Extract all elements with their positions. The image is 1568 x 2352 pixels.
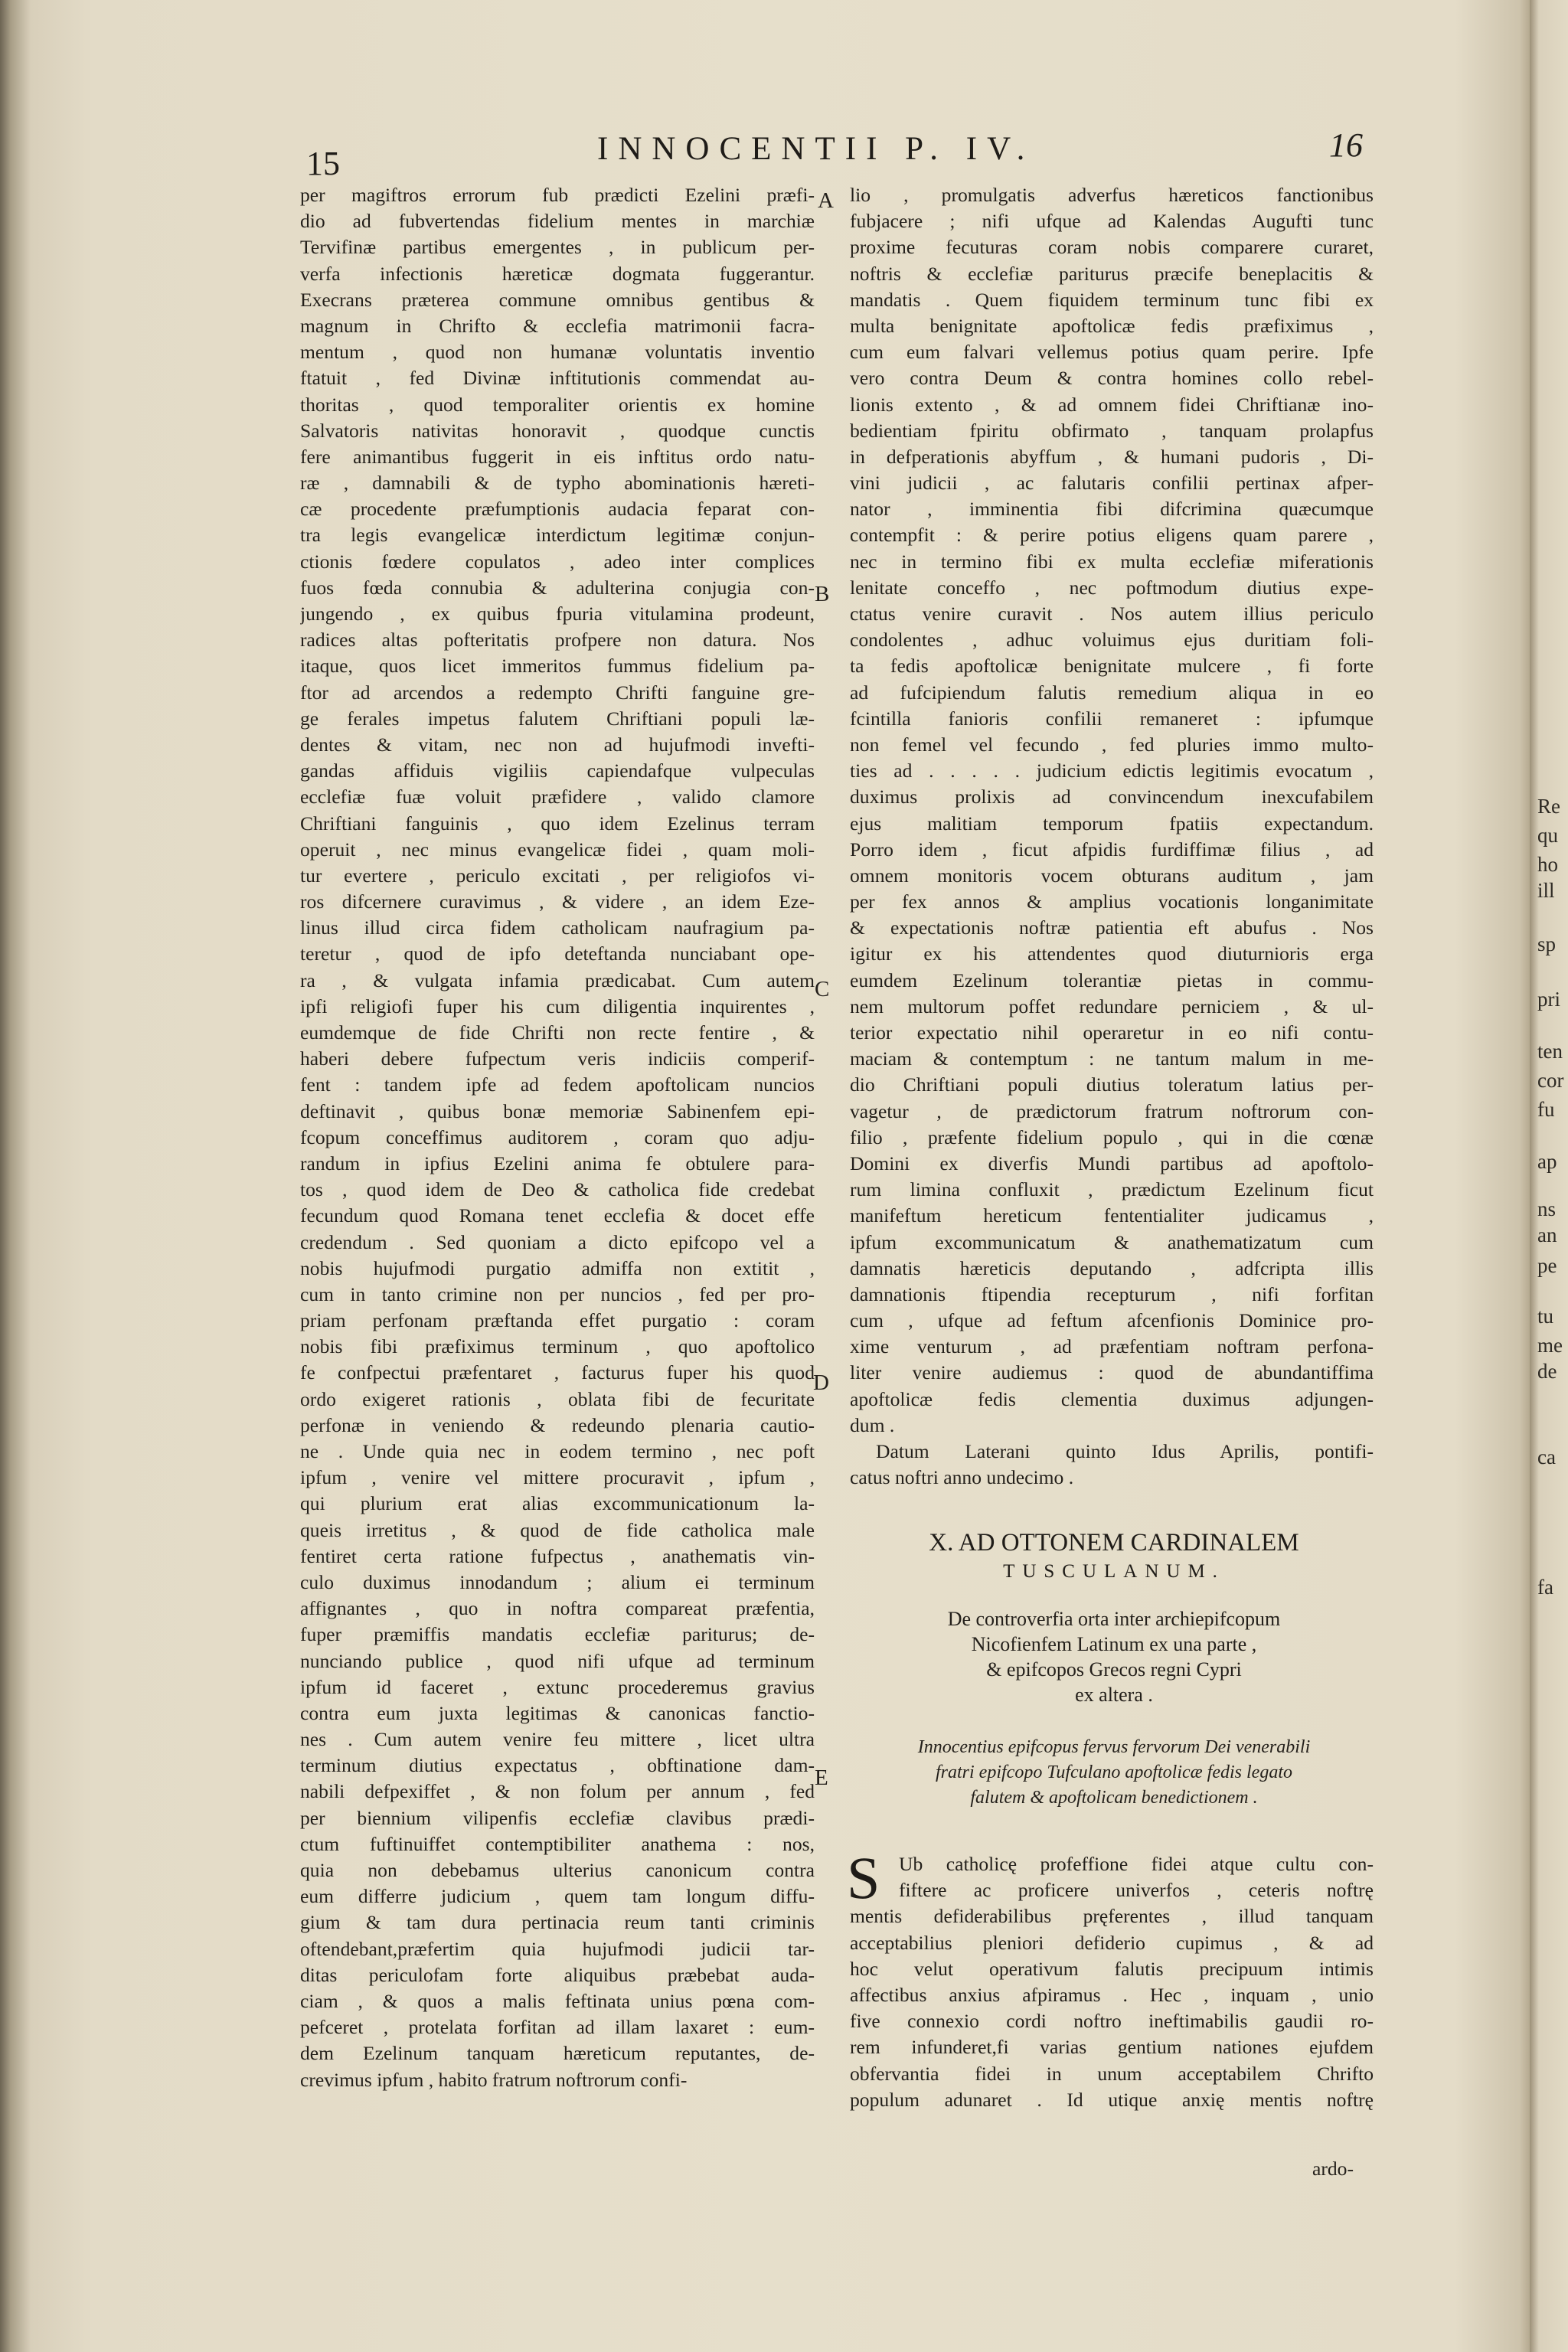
text-line: filio , præfente fidelium populo , qui in die cœnæ [850, 1125, 1374, 1148]
text-line: per fex annos & amplius vocationis longanimitate [850, 890, 1374, 913]
text-line: deftinavit , quibus bonæ memoriæ Sabinenfem epi- [300, 1099, 815, 1122]
adjacent-page-fragment: pri [1537, 988, 1560, 1011]
text-line: nabili defpexiffet , & non folum per annum , fed [300, 1780, 815, 1803]
adjacent-page-edge [1530, 0, 1568, 2352]
text-line: Salvatoris nativitas honoravit , quodque cunctis [300, 419, 815, 442]
text-line: ciam , & quos a malis feftinata unius pœna com- [300, 1989, 815, 2012]
text-line: nes . Cum autem venire feu mittere , licet ultra [300, 1728, 815, 1751]
adjacent-page-fragment: ap [1537, 1150, 1557, 1173]
margin-letter-b: B [815, 582, 830, 606]
text-line: ipfi religiofi fuper his cum diligentia inquirentes , [300, 995, 815, 1018]
text-line: ftatuit , fed Divinæ inftitutionis commendat au- [300, 367, 815, 390]
text-line: ordo exigeret rationis , oblata fibi de fecuritate [300, 1387, 815, 1410]
text-line: multa benignitate apoftolicæ fedis præfiximus , [850, 314, 1374, 337]
text-line: magnum in Chrifto & ecclefia matrimonii facra- [300, 314, 815, 337]
text-line: fiftere ac proficere univerfos , ceteris noftrę [899, 1879, 1374, 1902]
text-line: fuos fœda connubia & adulterina conjugia con- [300, 576, 815, 599]
salutation-line: Innocentius epifcopus fervus fervorum Dei venerabili [917, 1737, 1311, 1757]
text-line: mandatis . Quem fiquidem terminum tunc fibi ex [850, 288, 1374, 311]
text-line: apoftolicæ fedis clementia duximus adjungen- [850, 1387, 1374, 1410]
summary-line: De controverfia orta inter archiepifcopum [947, 1608, 1281, 1630]
text-line: qui plurium erat alias excommunicationum la- [300, 1492, 815, 1515]
adjacent-page-fragment: sp [1537, 933, 1557, 956]
text-line: fcintilla fanioris confilii remaneret : ipfumque [850, 707, 1374, 730]
text-line: ipfum , venire vel mittere procuravit , ipfum , [300, 1466, 815, 1489]
page-header [0, 121, 1531, 182]
catchword: ardo- [1312, 2158, 1354, 2180]
text-line: ties ad . . . . . judicium edictis legitimis evocatum , [850, 760, 1374, 782]
left-column [300, 182, 815, 2093]
text-line: ftor ad arcendos a redempto Chrifti fanguine gre- [300, 681, 815, 704]
adjacent-page-fragment: ill [1537, 879, 1555, 902]
text-line: hoc velut operativum falutis precipuum intimis [850, 1957, 1374, 1980]
text-line: haberi debere fufpectum veris indiciis comperif- [300, 1047, 815, 1070]
text-line: dio Chriftiani populi diutius toleratum latius per- [850, 1073, 1374, 1096]
summary-line: & epifcopos Grecos regni Cypri [986, 1658, 1242, 1681]
text-line: mentis defiderabilibus pręferentes , illud tanquam [850, 1905, 1374, 1928]
text-line: affectibus anxius afpiramus . Hec , inquam , unio [850, 1983, 1374, 2006]
letter-heading [850, 1526, 1378, 1584]
text-line: tra legis evangelicæ interdictum legitimæ conjun- [300, 524, 815, 547]
text-line: ipfum id faceret , extunc procederemus gravius [300, 1675, 815, 1698]
text-line: populum adunaret . Id utique anxię mentis noftrę [850, 2088, 1374, 2111]
adjacent-page-fragment: ten [1537, 1040, 1563, 1063]
drop-cap: S [847, 1844, 880, 1911]
text-line: mentum , quod non humanæ voluntatis inventio [300, 341, 815, 364]
adjacent-page-fragment: de [1537, 1360, 1557, 1383]
text-line: nator , imminentia fibi difcrimina quæcumque [850, 498, 1374, 521]
text-line: duximus prolixis ad convincendum inexcufabilem [850, 786, 1374, 808]
text-line: tur evertere , periculo excitati , per religiofos vi- [300, 864, 815, 887]
text-line: lio , promulgatis adverfus hæreticos fanctionibus [850, 184, 1374, 206]
text-line: lenitate conceffo , nec poftmodum diutius expe- [850, 576, 1374, 599]
text-line: terminum diutius expectatus , obftinatione dam- [300, 1754, 815, 1777]
text-line: manifeftum hereticum fententialiter judicamus , [850, 1204, 1374, 1227]
text-line: ctatus venire curavit . Nos autem illius periculo [850, 603, 1374, 625]
text-line: dentes & vitam, nec non ad hujufmodi invefti- [300, 733, 815, 756]
text-line: cæ procedente præfumptionis audacia feparat con- [300, 498, 815, 521]
text-line: damnationis ftipendia recepturum , nifi forfitan [850, 1282, 1374, 1305]
summary-line: ex altera . [1075, 1684, 1153, 1706]
adjacent-page-fragment: qu [1537, 824, 1558, 847]
text-line: fere animantibus fuggerit in eis inftitus ordo natu- [300, 445, 815, 468]
text-line: ra , & vulgata infamia prædicabat. Cum autem [300, 969, 815, 991]
text-line: lionis extento , & ad omnem fidei Chriftianæ ino- [850, 393, 1374, 416]
text-line: dem Ezelinum tanquam hæreticum reputantes, de- [300, 2042, 815, 2065]
text-line: dum . [850, 1413, 895, 1436]
text-line: vero contra Deum & contra homines collo rebel- [850, 367, 1374, 390]
text-line: radices altas pofteritatis profpere non datura. Nos [300, 629, 815, 652]
text-line: rem infunderet,fi varias gentium nationes ejufdem [850, 2036, 1374, 2059]
letter-summary [850, 1606, 1378, 1707]
text-line: bedientiam fpiritu obfirmato , tanquam prolapfus [850, 419, 1374, 442]
text-line: ctum fuftinuiffet contemptibiliter anathema : nos, [300, 1832, 815, 1855]
text-line: fcopum conceffimus auditorem , coram quo adju- [300, 1125, 815, 1148]
letter-salutation [850, 1735, 1378, 1811]
text-line: eum differre judicium , quem tam longum diffu- [300, 1885, 815, 1908]
text-line: obfervantia fidei in unum acceptabilem Chrifto [850, 2062, 1374, 2085]
text-line: ræ , damnabili & de typho abominationis hæreti- [300, 472, 815, 495]
text-line: verfa infectionis hæreticæ dogmata fuggerantur. [300, 262, 815, 285]
adjacent-page-fragment: tu [1537, 1305, 1554, 1328]
margin-letter-d: D [813, 1370, 829, 1395]
text-line: noftris & ecclefiæ pariturus præcife beneplacitis & [850, 262, 1374, 285]
text-line: fuper præmiffis mandatis ecclefiæ pariturus; de- [300, 1623, 815, 1646]
text-line: ipfum excommunicatum & anathematizatum cum [850, 1230, 1374, 1253]
text-line: fent : tandem ipfe ad fedem apoftolicam nuncios [300, 1073, 815, 1096]
text-line: damnatis hæreticis deputando , adfcripta illis [850, 1256, 1374, 1279]
text-line: rum limina confluxit , prædictum Ezelinum ficut [850, 1178, 1374, 1201]
text-line: teretur , quod de ipfo deteftanda nunciabant ope- [300, 942, 815, 965]
text-line: ejus malitiam temporum fpatiis expectandum. [850, 812, 1374, 835]
text-line: Chriftiani fanguinis , quo idem Ezelinus terram [300, 812, 815, 835]
text-line: & expectationis noftræ patientia eft abufus . Nos [850, 916, 1374, 939]
text-line: priam perfonam præftanda effet purgatio : coram [300, 1309, 815, 1332]
adjacent-page-fragment: cor [1537, 1069, 1564, 1092]
text-line: fe confpectui præfentaret , facturus fuper his quod [300, 1361, 815, 1384]
text-line: terior expectatio nihil operaretur in eo nifi contu- [850, 1021, 1374, 1044]
text-line: ne . Unde quia nec in eodem termino , nec poft [300, 1440, 815, 1462]
text-line: operuit , nec minus evangelicæ fidei , quam moli- [300, 838, 815, 861]
text-line: Domini ex diverfis Mundi partibus ad apoftolo- [850, 1152, 1374, 1174]
text-line: culo duximus innodandum ; alium ei terminum [300, 1570, 815, 1593]
text-line: eumdemque de fide Chrifti non recte fentire , & [300, 1021, 815, 1044]
adjacent-page-fragment: ca [1537, 1446, 1556, 1468]
text-line: xime venturum , ad præfentiam noftram perfona- [850, 1335, 1374, 1358]
text-line: ecclefiæ fuæ voluit præfidere , valido clamore [300, 786, 815, 808]
text-line: five connexio cordi noftro ineftimabilis gaudii ro- [850, 2010, 1374, 2033]
text-line: fentiret certa ratione fufpectus , anathematis vin- [300, 1544, 815, 1567]
adjacent-page-fragment: pe [1537, 1254, 1557, 1277]
adjacent-page-fragment: an [1537, 1223, 1557, 1246]
text-line: thoritas , quod temporaliter orientis ex homine [300, 393, 815, 416]
text-line: contra eum juxta legitimas & canonicas fanctio- [300, 1701, 815, 1724]
text-line: per magiftros errorum fub prædicti Ezelini præfi- [300, 184, 815, 206]
left-page-number: 15 [306, 145, 340, 182]
text-line: tos , quod idem de Deo & catholica fide credebat [300, 1178, 815, 1201]
text-line: catus noftri anno undecimo . [850, 1466, 1074, 1489]
letter-heading-title: X. AD OTTONEM CARDINALEM [929, 1529, 1299, 1557]
letter-body [850, 1851, 1374, 2113]
margin-letter-a: A [818, 188, 834, 213]
text-line: queis irretitus , & quod de fide catholica male [300, 1518, 815, 1541]
text-line: ros difcernere curavimus , & videre , an idem Eze- [300, 890, 815, 913]
text-line: Tervifinæ partibus emergentes , in publicum per- [300, 236, 815, 259]
text-line: Execrans præterea commune omnibus gentibus & [300, 288, 815, 311]
text-line: crevimus ipfum , habito fratrum noftrorum confi- [300, 2068, 688, 2091]
text-line: oftendebant,præfertim quia hujufmodi judicii tar- [300, 1937, 815, 1960]
right-page-number: 16 [1329, 126, 1363, 164]
letter-heading-subtitle: TUSCULANUM. [1003, 1561, 1225, 1582]
margin-letter-c: C [815, 977, 830, 1001]
text-line: Porro idem , ficut afpidis furdiffimæ filius , ad [850, 838, 1374, 861]
salutation-line: falutem & apoftolicam benedictionem . [970, 1788, 1258, 1808]
text-line: perfonæ in veniendo & redeundo plenaria cautio- [300, 1413, 815, 1436]
text-line: per biennium vilipenfis ecclefiæ clavibus prædi- [300, 1806, 815, 1829]
adjacent-page-fragment: me [1537, 1334, 1563, 1357]
adjacent-page-fragment: ns [1537, 1197, 1557, 1220]
text-line: proxime fecuturas coram nobis comparere curaret, [850, 236, 1374, 259]
text-line: ge ferales impetus falutem Chriftiani populi læ- [300, 707, 815, 730]
text-line: in defperationis abyffum , & humani pudoris , Di- [850, 445, 1374, 468]
margin-letter-e: E [815, 1766, 828, 1790]
text-line: vini judicii , ac falutaris confilii pertinax afper- [850, 472, 1374, 495]
text-line: cum eum falvari vellemus potius quam perire. Ipfe [850, 341, 1374, 364]
text-line: eumdem Ezelinum tolerantiæ pietas in commu- [850, 969, 1374, 991]
salutation-line: fratri epifcopo Tufculano apoftolicæ fedis legato [936, 1762, 1292, 1782]
right-column [850, 182, 1374, 1491]
running-title: INNOCENTII P. IV. [597, 131, 1035, 167]
text-line: fubjacere ; nifi ufque ad Kalendas Augufti tunc [850, 210, 1374, 233]
text-line: gium & tam dura pertinacia reum tanti criminis [300, 1911, 815, 1934]
text-line: nobis fibi præfiximus terminum , quo apoftolico [300, 1335, 815, 1358]
text-line: Ub catholicę profeffione fidei atque cultu con- [899, 1853, 1374, 1875]
text-line: nunciando publice , quod nifi ufque ad terminum [300, 1649, 815, 1672]
text-line: fecundum quod Romana tenet ecclefia & docet effe [300, 1204, 815, 1227]
text-line: pefceret , protelata forfitan ad illam laxaret : eum- [300, 2016, 815, 2039]
text-line: ad fufcipiendum falutis remedium aliqua in eo [850, 681, 1374, 704]
text-line: maciam & contemptum : ne tantum malum in me- [850, 1047, 1374, 1070]
adjacent-page-fragment: fa [1537, 1576, 1553, 1599]
text-line: quia non debebamus ulterius canonicum contra [300, 1859, 815, 1881]
text-line: ditas periculofam forte aliquibus præbebat auda- [300, 1963, 815, 1986]
text-line: nec in termino fibi ex multa ecclefiæ miferationis [850, 550, 1374, 573]
text-line: liter venire audiemus : quod de abundantiffima [850, 1361, 1374, 1384]
text-line: nobis hujufmodi purgatio admiffa non extitit , [300, 1256, 815, 1279]
text-line: acceptabilius pleniori defiderio cupimus , & ad [850, 1931, 1374, 1954]
text-line: omnem monitoris vocem obturans auditum , jam [850, 864, 1374, 887]
summary-line: Nicofienfem Latinum ex una parte , [971, 1633, 1257, 1655]
text-line: ctionis fœdere copulatos , adeo inter complices [300, 550, 815, 573]
text-line: non femel vel fecundo , fed pluries immo multo- [850, 733, 1374, 756]
text-line: linus illud circa fidem catholicam naufragium pa- [300, 916, 815, 939]
text-line: ta fedis apoftolicæ benignitate mulcere , fi forte [850, 655, 1374, 678]
text-line: randum in ipfius Ezelini anima fe obtulere para- [300, 1152, 815, 1174]
text-line: dio ad fubvertendas fidelium mentes in marchiæ [300, 210, 815, 233]
text-line: nem multorum poffet redundare perniciem , & ul- [850, 995, 1374, 1018]
text-line: contempfit : & perire potius eligens quam parere , [850, 524, 1374, 547]
text-line: cum , ufque ad feftum afcenfionis Dominice pro- [850, 1309, 1374, 1332]
text-line: vagetur , de prædictorum fratrum noftrorum con- [850, 1099, 1374, 1122]
text-line: jungendo , ex quibus fpuria vitulamina prodeunt, [300, 603, 815, 625]
text-line: condolentes , adhuc voluimus ejus duritiam foli- [850, 629, 1374, 652]
adjacent-page-fragment: fu [1537, 1098, 1555, 1121]
text-line: credendum . Sed quoniam a dicto epifcopo vel a [300, 1230, 815, 1253]
text-line: affignantes , quo in noftra compareat præfentia, [300, 1597, 815, 1620]
text-line: Datum Laterani quinto Idus Aprilis, pontifi- [876, 1440, 1374, 1462]
text-line: gandas affiduis vigiliis capiendafque vulpeculas [300, 760, 815, 782]
adjacent-page-fragment: Re [1537, 795, 1560, 818]
text-line: cum in tanto crimine non per nuncios , fed per pro- [300, 1282, 815, 1305]
adjacent-page-fragment: ho [1537, 853, 1558, 876]
text-line: igitur ex his attendentes quod diuturnioris erga [850, 942, 1374, 965]
text-line: itaque, quos licet immeritos fummus fidelium pa- [300, 655, 815, 678]
